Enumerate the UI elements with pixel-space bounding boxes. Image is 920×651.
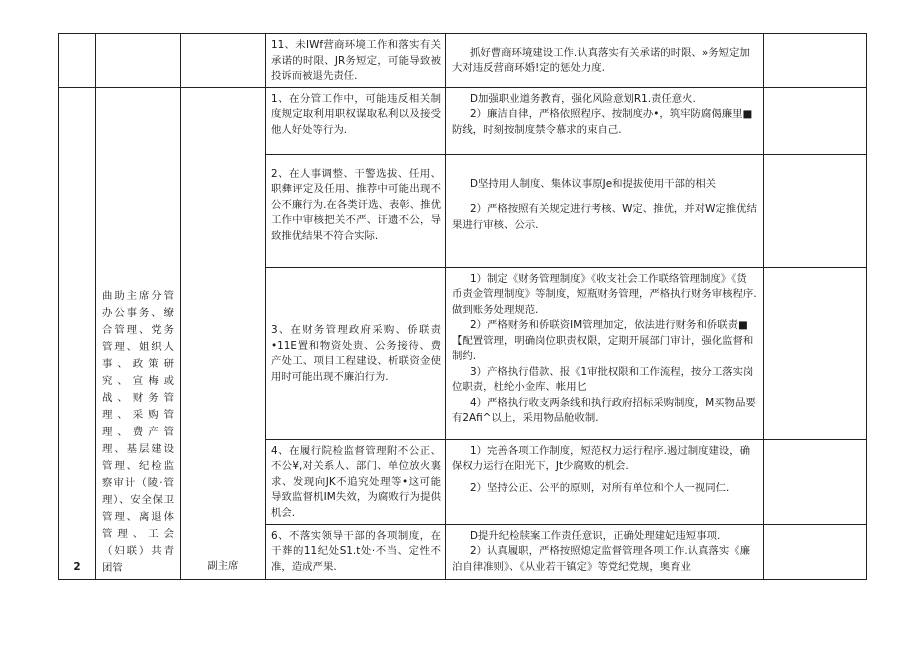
measures-cell bbox=[446, 34, 764, 88]
risk-point-text: 1、在分管工作中，可能违反相关制度规定取利用职权谋取私利以及接受他人好处等行为. bbox=[271, 92, 441, 136]
measure-text: 抓好曹商环境建设工作.认真落实有关承诺的时限、»务短定加大对违反营商环婚!定的惩处力度. bbox=[452, 46, 750, 75]
position-text: 副主席 bbox=[181, 87, 266, 579]
measure-text: 2）严格财务和侨联资IM管理加定，依法进行财务和侨联责■【配置管理，明确岗位职责权限，定期开展部门审计，强化监督和制约. bbox=[452, 319, 754, 362]
risk-point-text: 6、不落实领导干部的各项制度，在干葬的11纪处S1.t处·不当、定性不准，造成严果. bbox=[271, 529, 441, 573]
risk-point-cell bbox=[266, 87, 446, 154]
measure-text: D提升纪检牍案工作责任意识，正确处理建妃违短事项. bbox=[470, 529, 721, 542]
duties-text: 曲助主席分管办公事务、缭合管理、党务管理、姐织人事、政策研究、宣梅或战、财务管理、采购管理、费产管理、基层建设管理、纪检监察审计（陵·管理）、安全保卫管理、离退体管理、工会（妇联）共青团管 bbox=[96, 87, 181, 579]
position-cell bbox=[181, 34, 266, 88]
measure-text: D加强职业道务教育，强化风险意划R1.责任意火. bbox=[470, 92, 696, 105]
measure-text: 4）严格执行收支两条线和执行政府招标采购制度，M买物品要有2Afi^以上，采用物品舱收制. bbox=[452, 396, 756, 424]
table-row bbox=[59, 87, 867, 154]
measure-text: 3）产格执行借款、报《1审批权限和工作流程，按分工落实岗位职责，杜纶小金库、帐用匕 bbox=[452, 365, 754, 393]
measure-text: 2）坚持公正、公平的原则，对所有单位和个人一视同仁. bbox=[470, 481, 730, 494]
remarks-cell bbox=[764, 34, 867, 88]
measures-cell bbox=[446, 439, 764, 524]
row-number: 2 bbox=[59, 87, 96, 579]
measure-text: D坚持用人制度、集体议事原Je和提拔使用干部的相关 bbox=[470, 177, 717, 190]
measure-text: 1）制定《财务管理制度》《收支社会工作联络管理制度》《货币责金管理制度》等制度，短瓶财务管理，严格执行财务审核程序.做到账务处理规范. bbox=[452, 272, 757, 316]
remarks-cell bbox=[764, 87, 867, 154]
measures-cell bbox=[446, 524, 764, 579]
measures-cell bbox=[446, 267, 764, 439]
measure-text: 2）严格按照有关规定进行考核、W定、推优，并对W定推优结果进行审核、公示. bbox=[452, 203, 757, 231]
risk-control-table bbox=[58, 33, 867, 580]
risk-point-cell bbox=[266, 439, 446, 524]
risk-point-cell bbox=[266, 154, 446, 267]
risk-point-text: 4、在履行院检监督管理附不公正、不公¥,对关系人、部门、单位放火裏求、发现向JK不追究处理等•这可能导致监督机IM失效，为腐败行为提供机会. bbox=[271, 444, 441, 519]
number-cell bbox=[59, 34, 96, 88]
duties-cell bbox=[96, 34, 181, 88]
risk-point-text: 3、在财务管理政府采购、侨联责•11E置和物资处贵、公务接待、费产处工、项目工程建设、析联资金使用时可能出现不廉泊行为. bbox=[271, 324, 441, 383]
remarks-cell bbox=[764, 267, 867, 439]
table-row bbox=[59, 34, 867, 88]
measures-cell bbox=[446, 87, 764, 154]
measures-cell bbox=[446, 154, 764, 267]
risk-point-text: 2、在人事调整、干警选拔、任用、职彝评定及任用、推荐中可能出现不公不廉行为.在各类讦选、表彰、推优工作中审核把关不严、讦遗不公，导致推优结果不符合实际. bbox=[271, 167, 441, 242]
risk-point-cell bbox=[266, 524, 446, 579]
risk-point-cell bbox=[266, 34, 446, 88]
measure-text: 1）完善各项工作制度，短范权力运行程序.遏过制度建设，确保权力运行在阳光下，Jt少腐败的机会. bbox=[452, 444, 751, 472]
risk-control-table-page bbox=[58, 33, 866, 577]
remarks-cell bbox=[764, 154, 867, 267]
risk-point-text: 11、未IWf营商环境工作和落实有关承诺的时限、JR务短定，可能导致被投诉而被退先责任. bbox=[271, 39, 441, 82]
measure-text: 2）廉洁自律，严格依照程序、按制度办•，筑牢防腐偈廉里■防线，时刻按制度禁令慕求的束自己. bbox=[452, 108, 753, 136]
remarks-cell bbox=[764, 439, 867, 524]
risk-point-cell bbox=[266, 267, 446, 439]
remarks-cell bbox=[764, 524, 867, 579]
measure-text: 2）认真履职，严格按照熄定监督管理各项工作.认真落实《廉泊自律准则》、《从业若干镇定》等党纪党规，奥育业 bbox=[452, 545, 751, 573]
